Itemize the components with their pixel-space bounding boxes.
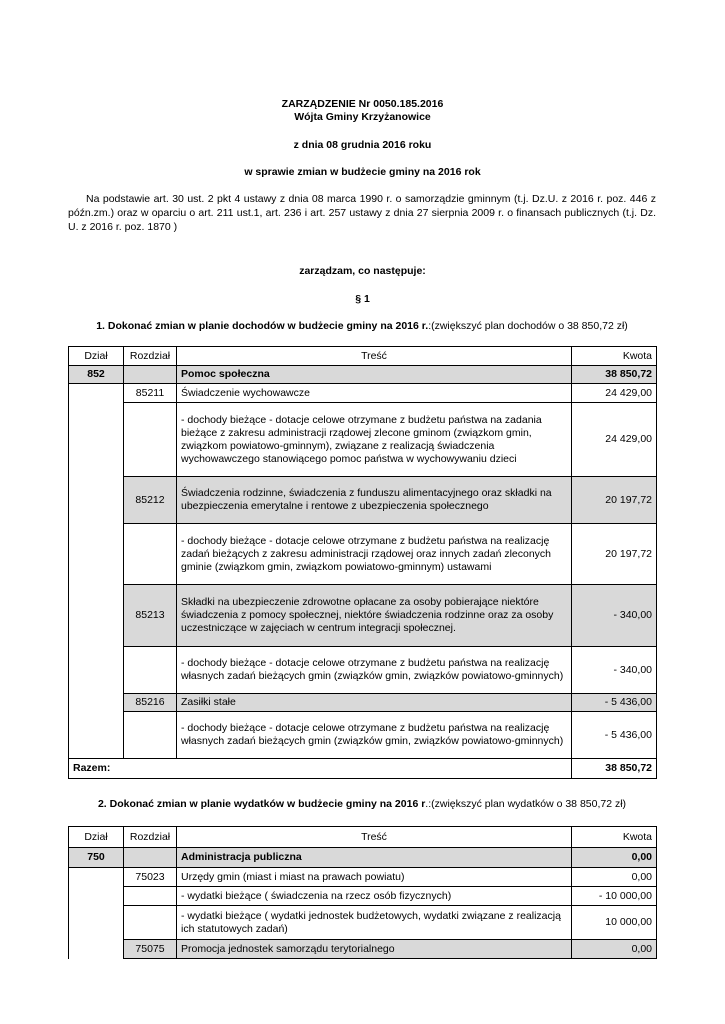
total-amount: 38 850,72 xyxy=(572,759,657,779)
row-amount: - 340,00 xyxy=(572,585,657,647)
row-description: - dochody bieżące - dotacje celowe otrzymane z budżetu państwa na realizację zadań bieżących z zakresu administracji rządowej oraz innych zadań zleconych gminie (związkom gmin, związkom powiatowo-gminnym) ustawami xyxy=(177,524,572,585)
col-header-rozdzial: Rozdział xyxy=(124,827,177,848)
empty-cell xyxy=(124,848,177,868)
row-description: Zasiłki stałe xyxy=(177,694,572,712)
income-table-header xyxy=(69,347,657,366)
dzial-name: Pomoc społeczna xyxy=(177,366,572,384)
empty-cell xyxy=(69,384,124,759)
row-description: - dochody bieżące - dotacje celowe otrzymane z budżetu państwa na realizację własnych zadań bieżących gmin (związków gmin, związków powiatowo-gminnych) xyxy=(177,712,572,759)
col-header-kwota: Kwota xyxy=(572,827,657,848)
table-row xyxy=(69,868,657,887)
row-amount: 20 197,72 xyxy=(572,524,657,585)
dzial-name: Administracja publiczna xyxy=(177,848,572,868)
empty-cell xyxy=(69,868,124,959)
row-amount: - 340,00 xyxy=(572,647,657,694)
total-row xyxy=(69,759,657,779)
col-header-dzial: Dział xyxy=(69,347,124,366)
legal-basis-paragraph: Na podstawie art. 30 ust. 2 pkt 4 ustawy z dnia 08 marca 1990 r. o samorządzie gminnym (t.j. Dz.U. z 2016 r. poz. 446 z późn.zm.) oraz w oparciu o art. 211 ust.1, art. 236 i art. 257 ustawy z dnia 27 sierpnia 2009 r. o finansach publicznych (t.j. Dz. U. z 2016 r. poz. 1870 ) xyxy=(68,193,656,233)
table-row xyxy=(69,524,657,585)
dzial-code: 750 xyxy=(69,848,124,868)
paragraph-sign: § 1 xyxy=(355,293,370,305)
row-description: Świadczenie wychowawcze xyxy=(177,384,572,403)
dzial-amount: 38 850,72 xyxy=(572,366,657,384)
row-amount: 0,00 xyxy=(572,940,657,959)
row-amount: 24 429,00 xyxy=(572,384,657,403)
row-description: - wydatki bieżące ( świadczenia na rzecz osób fizycznych) xyxy=(177,887,572,906)
row-description: Składki na ubezpieczenie zdrowotne opłacane za osoby pobierające niektóre świadczenia z pomocy społecznej, niektóre świadczenia rodzinne oraz za osoby uczestniczące w zajęciach w centrum integracji społecznej. xyxy=(177,585,572,647)
row-description: Świadczenia rodzinne, świadczenia z funduszu alimentacyjnego oraz składki na ubezpieczenia emerytalne i rentowe z ubezpieczenia społecznego xyxy=(177,477,572,524)
row-description: - dochody bieżące - dotacje celowe otrzymane z budżetu państwa na realizację własnych zadań bieżących gmin (związków gmin, związków powiatowo-gminnych) xyxy=(177,647,572,694)
document-issuer: Wójta Gminy Krzyżanowice xyxy=(294,111,431,123)
row-amount: 10 000,00 xyxy=(572,906,657,940)
rozdzial-code: 75023 xyxy=(124,868,177,887)
dzial-row xyxy=(69,366,657,384)
dzial-amount: 0,00 xyxy=(572,848,657,868)
section1-heading xyxy=(68,320,656,332)
row-amount: - 10 000,00 xyxy=(572,887,657,906)
table-row xyxy=(69,940,657,959)
row-amount: 24 429,00 xyxy=(572,403,657,477)
total-label: Razem: xyxy=(69,759,572,779)
document-title: ZARZĄDZENIE Nr 0050.185.2016 xyxy=(281,98,444,110)
table-row xyxy=(69,906,657,940)
section2-heading-bold: 2. Dokonać zmian w planie wydatków w budżecie gminy na 2016 r xyxy=(97,798,426,810)
row-description: Urzędy gmin (miast i miast na prawach powiatu) xyxy=(177,868,572,887)
section1-heading-rest: :(zwiększyć plan dochodów o 38 850,72 zł) xyxy=(428,320,628,332)
rozdzial-code: 85212 xyxy=(124,477,177,524)
row-description: - wydatki bieżące ( wydatki jednostek budżetowych, wydatki związane z realizacją ich statutowych zadań) xyxy=(177,906,572,940)
table-row xyxy=(69,647,657,694)
col-header-rozdzial: Rozdział xyxy=(124,347,177,366)
col-header-tresc: Treść xyxy=(177,827,572,848)
table-row xyxy=(69,694,657,712)
col-header-kwota: Kwota xyxy=(572,347,657,366)
row-amount: 20 197,72 xyxy=(572,477,657,524)
expense-table-header xyxy=(69,827,657,848)
table-row xyxy=(69,887,657,906)
row-description: - dochody bieżące - dotacje celowe otrzymane z budżetu państwa na zadania bieżące z zakresu administracji rządowej zlecone gminom (związkom gmin, związkom powiatowo-gminnym), związane z realizacją świadczenia wychowawczego stanowiącego pomoc państwa w wychowywaniu dzieci xyxy=(177,403,572,477)
empty-cell xyxy=(124,887,177,906)
table-row xyxy=(69,585,657,647)
col-header-dzial: Dział xyxy=(69,827,124,848)
empty-cell xyxy=(124,712,177,759)
section2-heading xyxy=(68,798,656,810)
empty-cell xyxy=(124,647,177,694)
section1-heading-bold: 1. Dokonać zmian w planie dochodów w budżecie gminy na 2016 r. xyxy=(96,320,429,332)
dzial-row xyxy=(69,848,657,868)
empty-cell xyxy=(124,906,177,940)
row-amount: - 5 436,00 xyxy=(572,694,657,712)
empty-cell xyxy=(124,524,177,585)
rozdzial-code: 85213 xyxy=(124,585,177,647)
table-row xyxy=(69,384,657,403)
table-row xyxy=(69,403,657,477)
row-description: Promocja jednostek samorządu terytorialnego xyxy=(177,940,572,959)
dzial-code: 852 xyxy=(69,366,124,384)
expense-table xyxy=(68,826,657,959)
table-row xyxy=(69,712,657,759)
rozdzial-code: 85216 xyxy=(124,694,177,712)
empty-cell xyxy=(124,366,177,384)
row-amount: - 5 436,00 xyxy=(572,712,657,759)
rozdzial-code: 75075 xyxy=(124,940,177,959)
table-row xyxy=(69,477,657,524)
section2-heading-rest: .:(zwiększyć plan wydatków o 38 850,72 zł) xyxy=(425,798,627,810)
document-subject: w sprawie zmian w budżecie gminy na 2016 rok xyxy=(244,166,481,178)
row-amount: 0,00 xyxy=(572,868,657,887)
document-date: z dnia 08 grudnia 2016 roku xyxy=(293,139,432,151)
empty-cell xyxy=(124,403,177,477)
col-header-tresc: Treść xyxy=(177,347,572,366)
order-line: zarządzam, co następuje: xyxy=(299,265,426,277)
income-table xyxy=(68,346,657,779)
rozdzial-code: 85211 xyxy=(124,384,177,403)
